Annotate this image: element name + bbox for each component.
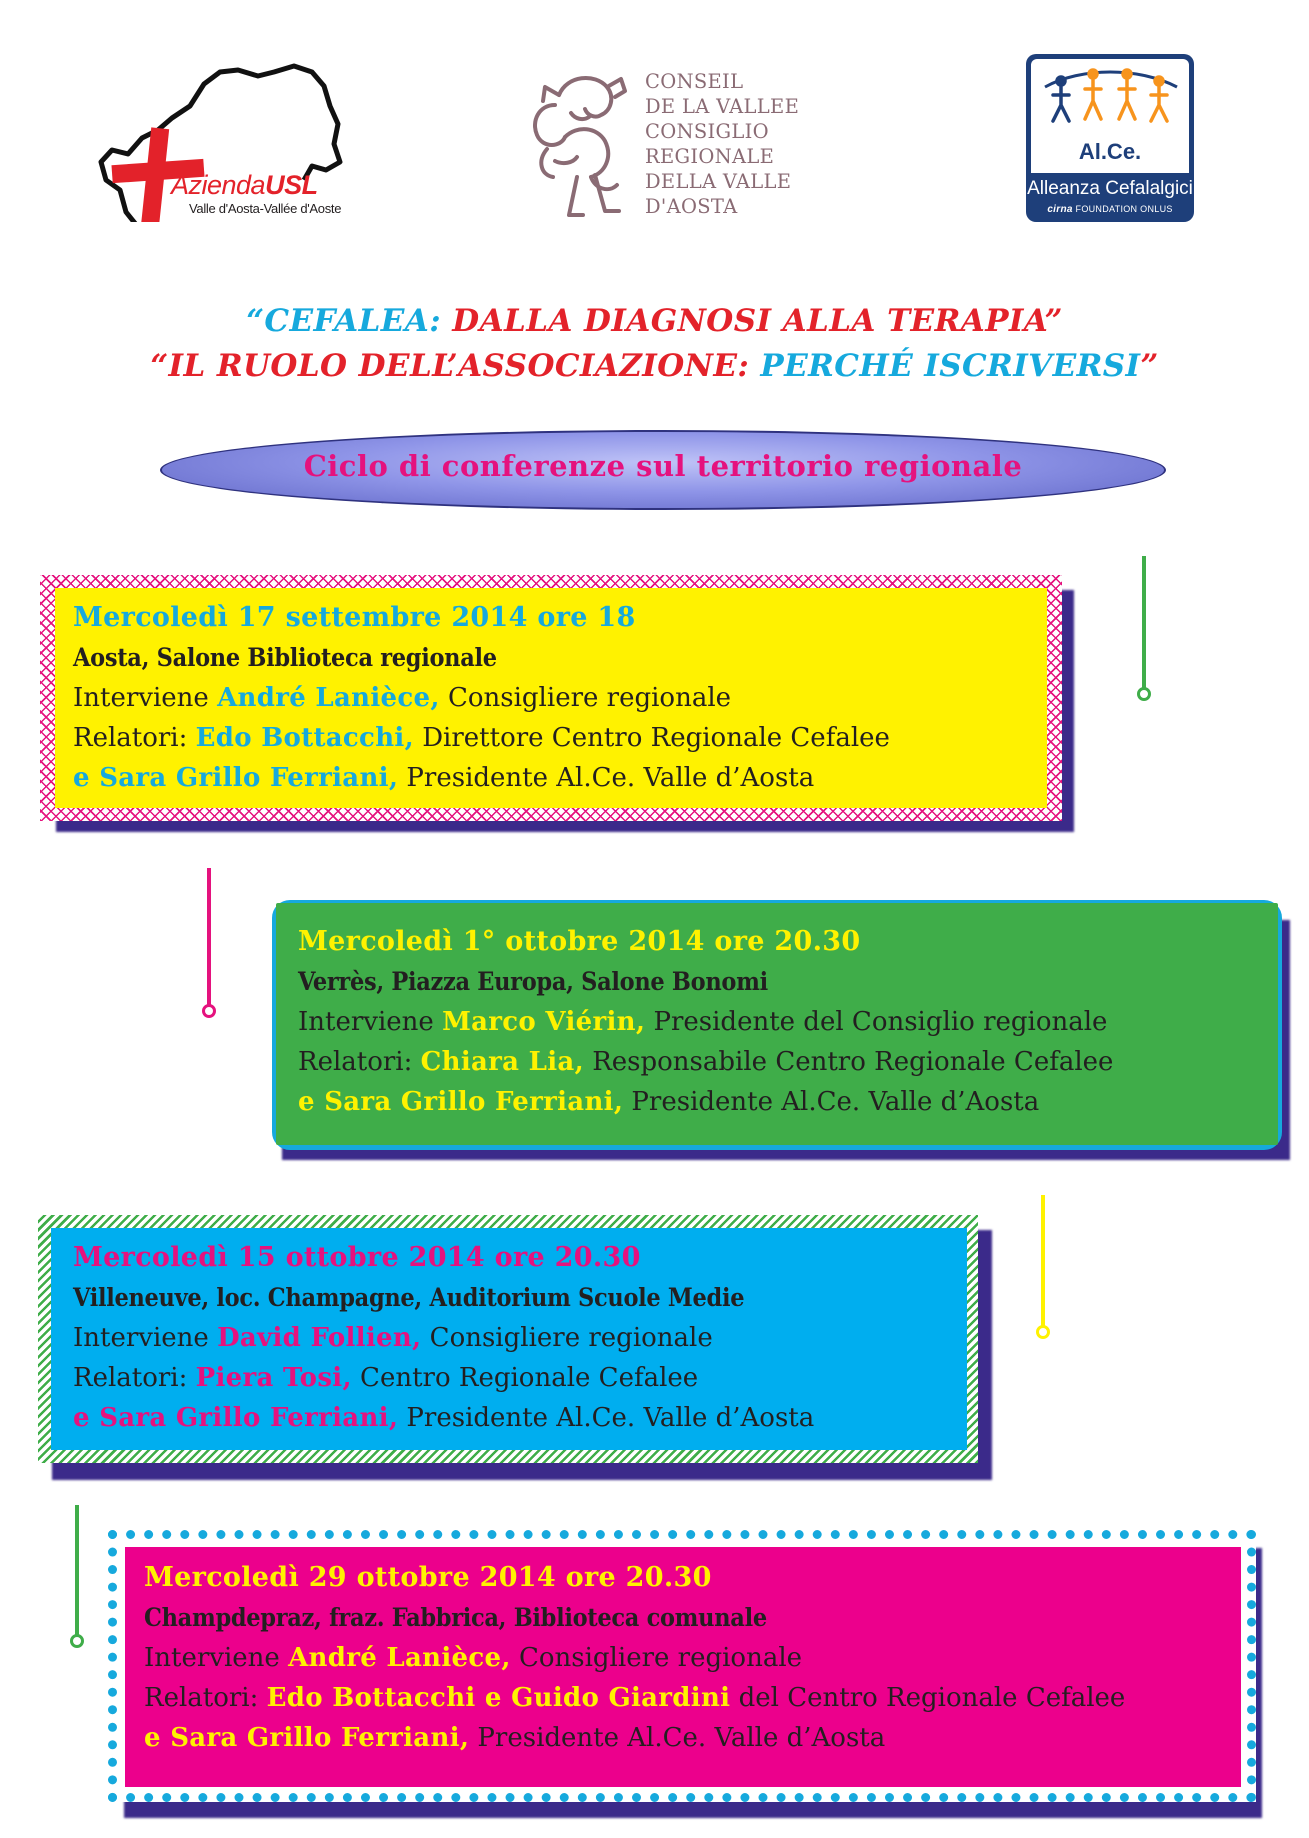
conseil-line: CONSEIL <box>645 70 744 93</box>
title-line-2-c: ” <box>1140 348 1159 384</box>
event-relatori-2: e Sara Grillo Ferriani, Presidente Al.Ce. Valle d’Aosta <box>298 1087 1040 1117</box>
event-place: Aosta, Salone Biblioteca regionale <box>73 643 497 672</box>
usl-name-usl: USL <box>265 170 318 200</box>
event-2-text <box>298 922 1113 1122</box>
event-relatori: Relatori: Edo Bottacchi e Guido Giardini del Centro Regionale Cefalee <box>144 1683 1126 1713</box>
event-relatori: Relatori: Edo Bottacchi, Direttore Centro Regionale Cefalee <box>73 723 890 753</box>
event-1-text <box>73 598 890 798</box>
event-relatori: Relatori: Piera Tosi, Centro Regionale Cefalee <box>73 1363 699 1393</box>
title-line-2 <box>0 348 1309 384</box>
connector-line <box>1041 1195 1045 1327</box>
alce-logo <box>1026 54 1194 222</box>
event-speaker: Interviene Marco Viérin, Presidente del Consiglio regionale <box>298 1007 1108 1037</box>
usl-subtitle: Valle d'Aosta-Vallée d'Aoste <box>189 201 342 216</box>
connector-dot <box>1137 687 1151 701</box>
event-date: Mercoledì 29 ottobre 2014 ore 20.30 <box>144 1562 712 1593</box>
event-date: Mercoledì 1° ottobre 2014 ore 20.30 <box>298 926 861 957</box>
banner-text: Ciclo di conferenze sul territorio regionale <box>303 449 1023 483</box>
connector-line <box>207 868 211 1006</box>
usl-name-azienda: Azienda <box>171 170 266 200</box>
event-speaker: Interviene David Follien, Consigliere regionale <box>73 1323 713 1353</box>
event-relatori-2: e Sara Grillo Ferriani, Presidente Al.Ce. Valle d’Aosta <box>73 763 815 793</box>
event-speaker: Interviene André Lanièce, Consigliere regionale <box>73 683 732 713</box>
connector-dot <box>1036 1325 1050 1339</box>
conseil-line: D'AOSTA <box>645 195 738 218</box>
alce-foundation-brand: cirna <box>1047 204 1073 215</box>
event-date: Mercoledì 15 ottobre 2014 ore 20.30 <box>73 1242 641 1273</box>
alce-name: Al.Ce. <box>1078 139 1142 164</box>
connector-line <box>1142 556 1146 688</box>
event-place: Champdepraz, fraz. Fabbrica, Biblioteca comunale <box>144 1603 767 1632</box>
consiglio-regionale-logo <box>525 65 815 225</box>
event-relatori-2: e Sara Grillo Ferriani, Presidente Al.Ce. Valle d’Aosta <box>144 1723 886 1753</box>
event-4-text <box>144 1558 1125 1758</box>
lion-emblem-icon <box>525 65 635 220</box>
connector-line <box>75 1505 79 1635</box>
event-place: Verrès, Piazza Europa, Salone Bonomi <box>298 967 768 996</box>
connector-dot <box>70 1634 84 1648</box>
event-3-text <box>73 1238 814 1438</box>
conseil-line: CONSIGLIO <box>645 120 769 143</box>
title-line-2-b: PERCHÉ ISCRIVERSI <box>760 348 1141 384</box>
title-line-1 <box>0 303 1309 339</box>
conseil-line: REGIONALE <box>645 145 775 168</box>
title-line-1-b: DALLA DIAGNOSI ALLA TERAPIA” <box>452 303 1063 339</box>
event-relatori: Relatori: Chiara Lia, Responsabile Centro Regionale Cefalee <box>298 1047 1114 1077</box>
event-date: Mercoledì 17 settembre 2014 ore 18 <box>73 602 636 633</box>
title-line-2-a: “IL RUOLO DELL’ASSOCIAZIONE: <box>150 348 761 384</box>
event-place: Villeneuve, loc. Champagne, Auditorium Scuole Medie <box>73 1283 745 1312</box>
azienda-usl-logo <box>98 62 348 222</box>
conseil-text <box>645 69 799 219</box>
title-line-1-a: “CEFALEA: <box>246 303 453 339</box>
alce-subtitle: Alleanza Cefalalgici <box>1027 178 1193 199</box>
connector-dot <box>202 1004 216 1018</box>
conseil-line: DELLA VALLE <box>645 170 792 193</box>
event-speaker: Interviene André Lanièce, Consigliere regionale <box>144 1643 803 1673</box>
people-chain-icon <box>1031 59 1189 139</box>
conseil-line: DE LA VALLEE <box>645 95 800 118</box>
event-relatori-2: e Sara Grillo Ferriani, Presidente Al.Ce. Valle d’Aosta <box>73 1403 815 1433</box>
alce-foundation: FOUNDATION ONLUS <box>1075 204 1173 214</box>
